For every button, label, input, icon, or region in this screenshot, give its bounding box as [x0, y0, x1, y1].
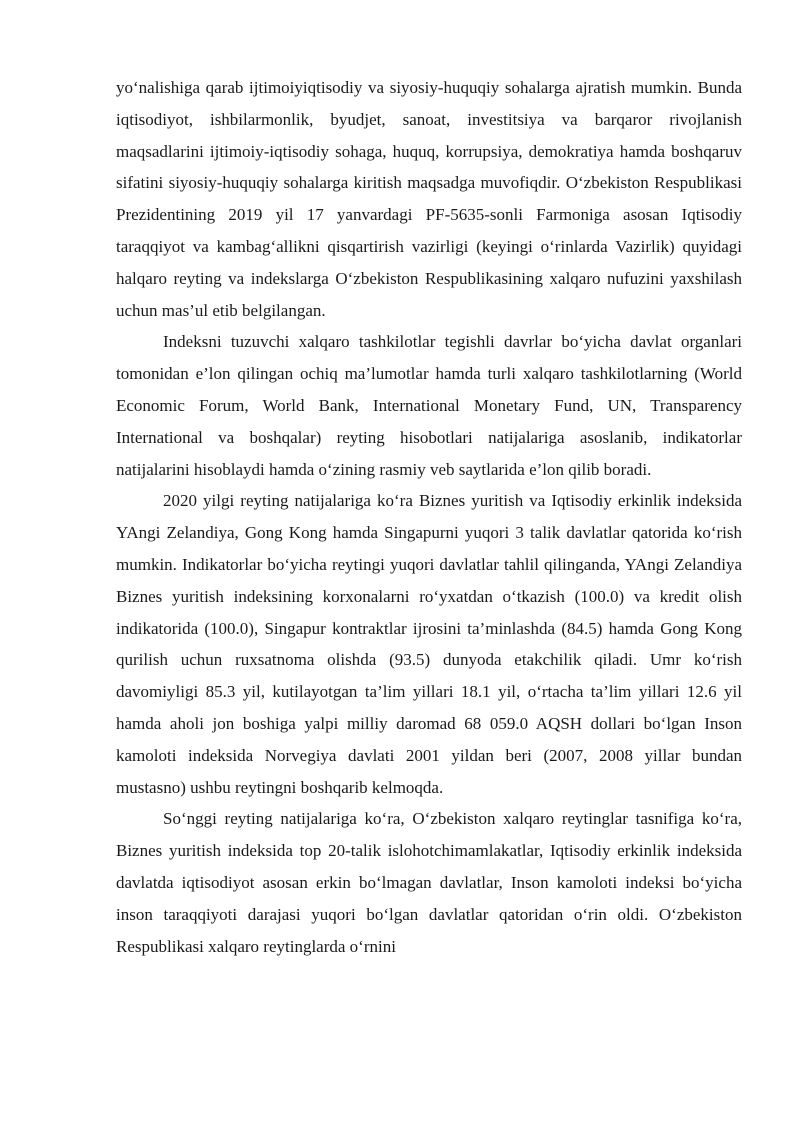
paragraph-2020-results: 2020 yilgi reyting natijalariga ko‘ra Biznes yuritish va Iqtisodiy erkinlik indeksida YAngi Zelandiya, Gong Kong hamda Singapurni yuqori 3 talik davlatlar qatorida ko‘rish mumkin. Indikatorlar bo‘yicha reytingi yuqori davlatlar tahlil qilinganda, YAngi Zelandiya Biznes yuritish indeksining korxonalarni ro‘yxatdan o‘tkazish (100.0) va kredit olish indikatorida (100.0), Singapur kontraktlar ijrosini ta’minlashda (84.5) hamda Gong Kong qurilish uchun ruxsatnoma olishda (93.5) dunyoda etakchilik qiladi. Umr ko‘rish davomiyligi 85.3 yil, kutilayotgan ta’lim yillari 18.1 yil, o‘rtacha ta’lim yillari 12.6 yil hamda aholi jon boshiga yalpi milliy daromad 68 059.0 AQSH dollari bo‘lgan Inson kamoloti indeksida Norvegiya davlati 2001 yildan beri (2007, 2008 yillar bundan mustasno) ushbu reytingni boshqarib kelmoqda.: [116, 491, 742, 797]
paragraph-uzbekistan-rankings: So‘nggi reyting natijalariga ko‘ra, O‘zbekiston xalqaro reytinglar tasnifiga ko‘ra, Biznes yuritish indeksida top 20-talik islohotchimamlakatlar, Iqtisodiy erkinlik indeksida davlatda iqtisodiyot asosan erkin bo‘lmagan davlatlar, Inson kamoloti indeksi bo‘yicha inson taraqqiyoti darajasi yuqori bo‘lgan davlatlar qatoridan o‘rin oldi. O‘zbekiston Respublikasi xalqaro reytinglarda o‘rnini: [116, 809, 742, 956]
document-page: [116, 72, 742, 962]
paragraph-index-organizations: Indeksni tuzuvchi xalqaro tashkilotlar tegishli davrlar bo‘yicha davlat organlari tomonidan e’lon qilingan ochiq ma’lumotlar hamda turli xalqaro tashkilotlarning (World Economic Forum, World Bank, International Monetary Fund, UN, Transparency International va boshqalar) reyting hisobotlari natijalariga asoslanib, indikatorlar natijalarini hisoblaydi hamda o‘zining rasmiy veb saytlarida e’lon qilib boradi.: [116, 332, 742, 479]
paragraph-continuation: yo‘nalishiga qarab ijtimoiyiqtisodiy va siyosiy-huquqiy sohalarga ajratish mumkin. Bunda iqtisodiyot, ishbilarmonlik, byudjet, sanoat, investitsiya va barqaror rivojlanish maqsadlarini ijtimoiy-iqtisodiy sohaga, huquq, korrupsiya, demokratiya hamda boshqaruv sifatini siyosiy-huquqiy sohalarga kiritish maqsadga muvofiqdir. O‘zbekiston Respublikasi Prezidentining 2019 yil 17 yanvardagi PF-5635-sonli Farmoniga asosan Iqtisodiy taraqqiyot va kambag‘allikni qisqartirish vazirligi (keyingi o‘rinlarda Vazirlik) quyidagi halqaro reyting va indekslarga O‘zbekiston Respublikasining xalqaro nufuzini yaxshilash uchun mas’ul etib belgilangan.: [116, 78, 742, 320]
